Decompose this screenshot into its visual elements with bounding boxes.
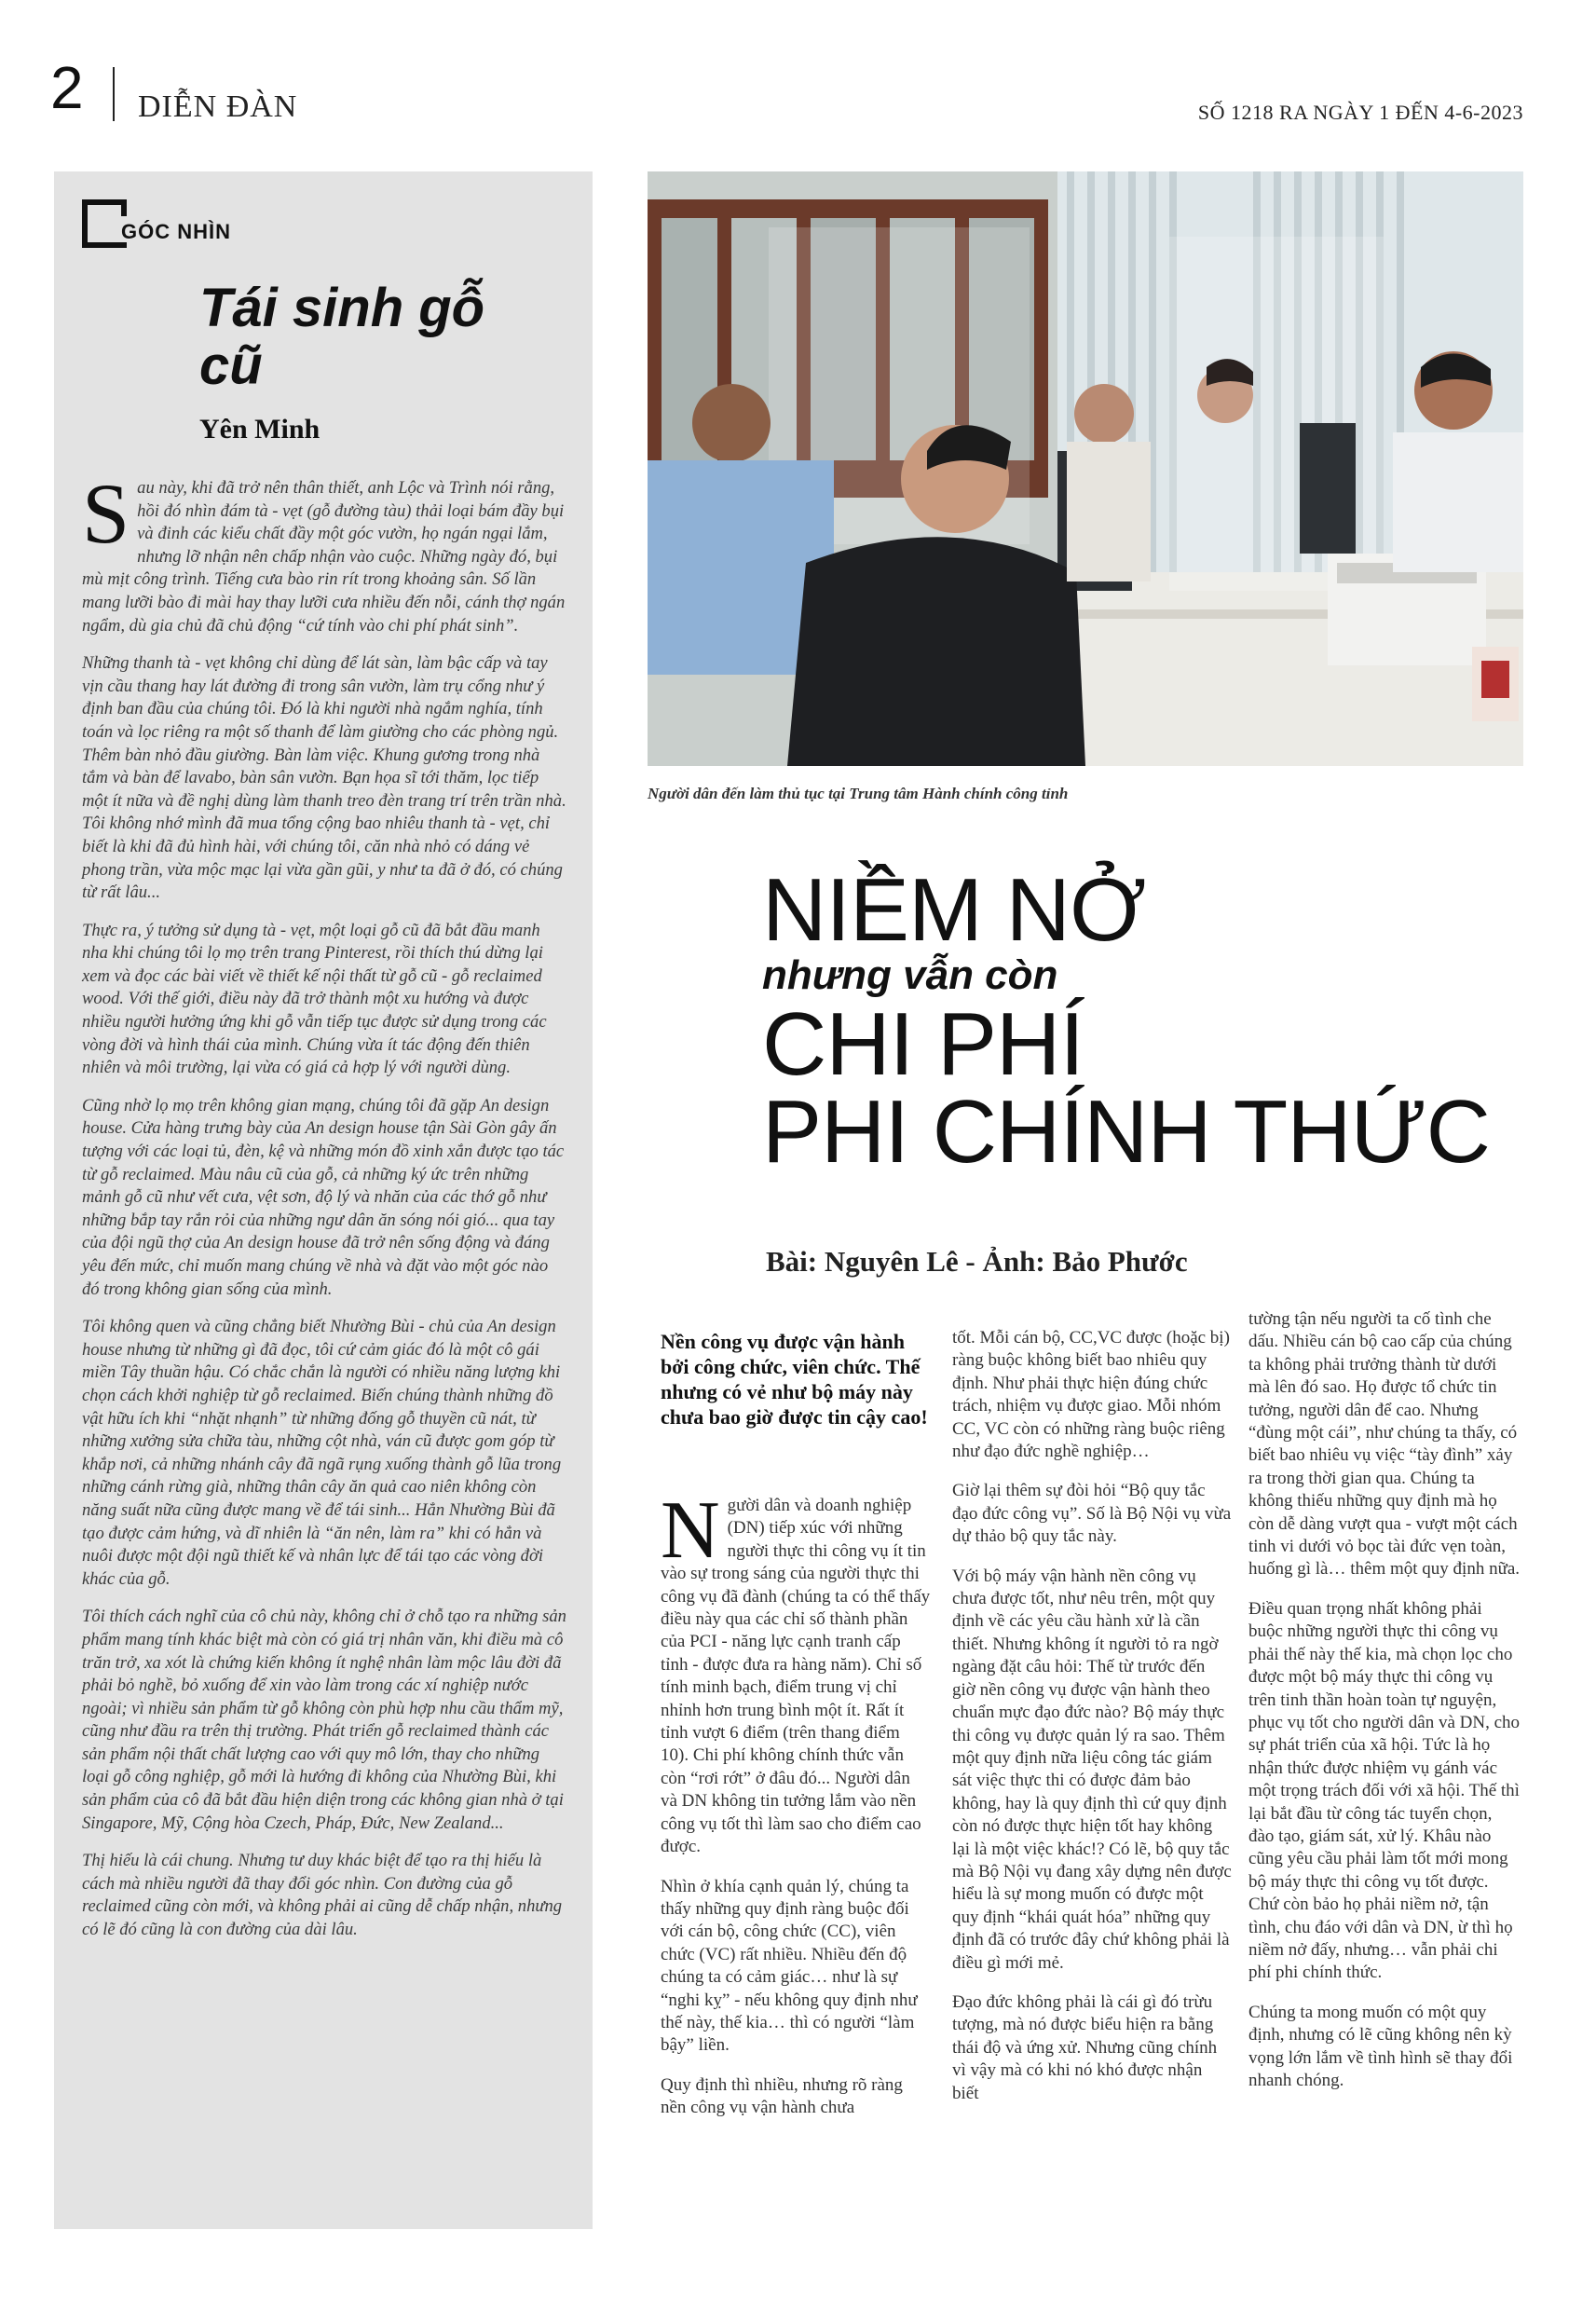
- sidebar-paragraph: Cũng nhờ lọ mọ trên không gian mạng, chúng tôi đã gặp An design house. Cửa hàng trưng bày của An design house tận Sài Gòn gây ấn tượng với các loại tủ, đèn, kệ và những món đồ xinh xắn được tạo tác từ gỗ reclaimed. Màu nâu cũ của gỗ, cả những ký ức trên những mảnh gỗ cũ như vết cưa, vệt sơn, độ lý và nhăn của các thớ gỗ như những bắp tay rắn rỏi của những ngư dân ăn sóng nói gió... qua tay của đội ngũ thợ của An design house đã trở nên sống động và đáng yêu đến mức, chỉ muốn mang chúng về nhà và đặt vào một góc nào đó trong không gian sống của mình.: [82, 1095, 565, 1299]
- article-column-3: [1248, 1308, 1521, 2109]
- sidebar-author: Yên Minh: [199, 414, 321, 445]
- article-paragraph: Đạo đức không phải là cái gì đó trừu tượng, mà nó được biểu hiện ra bằng thái độ và ứng xử. Nhưng cũng chính vì vậy mà có khi nó khó được nhận biết: [952, 1991, 1218, 2103]
- sidebar-paragraph: Thực ra, ý tưởng sử dụng tà - vẹt, một loại gỗ cũ đã bắt đầu manh nha khi chúng tôi lọ mọ trên trang Pinterest, rồi thích thú dừng lại xem và đọc các bài viết về thiết kế nội thất từ gỗ cũ - gỗ reclaimed wood. Với thế giới, điều này đã trở thành một xu hướng và được nhiều người hưởng ứng khi gỗ vẫn tiếp tục được sử dụng trong các vòng đời và hình thái của mình. Chúng vừa ít tác động đến thiên nhiên và môi trường, lại vừa có giá cả hợp lý với người dùng.: [82, 920, 547, 1078]
- page-number: 2: [50, 54, 84, 121]
- issue-info: SỐ 1218 RA NGÀY 1 ĐẾN 4-6-2023: [1197, 101, 1523, 124]
- article-first-text: gười dân và doanh nghiệp (DN) tiếp xúc với những người thực thi công vụ ít tin vào sự trong sáng của người thực thi công vụ đã đành (chúng ta có thể thấy điều này qua các chỉ số thành phần của PCI - năng lực cạnh tranh cấp tỉnh - được đưa ra hàng năm). Chỉ số tính minh bạch, điểm trung vị chỉ nhỉnh hơn trung bình một ít. Rất ít tỉnh vượt 6 điểm (trên thang điểm 10). Chi phí không chính thức vẫn còn “rơi rớt” ở đâu đó... Người dân và DN không tin tưởng lắm vào nền công vụ tốt thì làm sao cho điểm cao được.: [661, 1496, 931, 1857]
- headline-line-1: NIỀM NỞ: [762, 860, 1146, 960]
- article-paragraph: tường tận nếu người ta cố tình che dấu. Nhiều cán bộ cao cấp của chúng ta không phải trưởng thành từ dưới mà lên đó sao. Họ được tổ chức tin tưởng, người dân để cao. Nhưng “đùng một cái”, như chúng ta thấy, có biết bao nhiêu vụ việc “tày đình” xảy ra trong thời gian qua. Chúng ta không thiếu những quy định mà họ còn dễ dàng vượt qua - vượt một cách tinh vi dưới vỏ bọc tài đức vẹn toàn, huống gì là… thêm một quy định nữa.: [1248, 1309, 1521, 1580]
- sidebar-paragraph: Tôi thích cách nghĩ của cô chủ này, không chỉ ở chỗ tạo ra những sản phẩm mang tính khác biệt mà còn có giá trị nhân văn, khi điều mà cô trăn trở, xa xót là chứng kiến không ít nghệ nhân làm mộc lâu đời đã phải bỏ nghề, bỏ xuống để xin vào làm trong các xí nghiệp nước ngoài; vì nhiều sản phẩm từ gỗ không còn phù hợp nhu cầu thẩm mỹ, cũng như đầu ra trên thị trường. Phát triển gỗ reclaimed thành các sản phẩm nội thất chất lượng cao với quy mô lớn, thay cho những loại gỗ công nghiệp, gỗ mới là hướng đi không của Nhường Bùi, khi sản phẩm của cô đã bắt đầu hiện diện trong các không gian nhà ở tại Singapore, Mỹ, Cộng hòa Czech, Pháp, Đức, New Zealand...: [82, 1607, 566, 1833]
- office-scene-image: [648, 171, 1523, 766]
- article-column-1: [661, 1329, 931, 2137]
- article-paragraph: tốt. Mỗi cán bộ, CC,VC được (hoặc bị) ràng buộc không biết bao nhiêu quy định. Như phải thực hiện đúng chức trách, nhiệm vụ được giao. Mỗi nhóm CC, VC còn có những ràng buộc riêng như đạo đức nghề nghiệp…: [952, 1328, 1230, 1462]
- corner-bracket-icon: [82, 199, 127, 248]
- sidebar-paragraph: [82, 466, 568, 637]
- sidebar-body: [82, 466, 568, 1957]
- article-paragraph: Điều quan trọng nhất không phải buộc những người thực thi công vụ phải thế này thế kia, mà chọn lọc cho được một bộ máy thực thi công vụ trên tinh thần hoàn toàn tự nguyện, phục vụ tốt cho người dân và DN, cho sự phát triển của xã hội. Tức là họ nhận thức được nhiệm vụ gánh vác một trọng trách đối với xã hội. Thế thì lại bắt đầu từ công tác tuyển chọn, đào tạo, giám sát, xử lý. Khâu nào cũng yêu cầu phải làm tốt mới mong bộ máy thực thi công vụ tốt được. Chứ còn bảo họ phải niềm nở, tận tình, chu đáo với dân và DN, ừ thì họ niềm nở đấy, nhưng… vẫn phải chi phí phi chính thức.: [1248, 1598, 1521, 1983]
- article-paragraph: Chúng ta mong muốn có một quy định, nhưng có lẽ cũng không nên kỳ vọng lớn lắm về tình hình sẽ thay đổi nhanh chóng.: [1248, 2002, 1513, 2090]
- article-paragraph: Giờ lại thêm sự đòi hỏi “Bộ quy tắc đạo đức công vụ”. Số là Bộ Nội vụ vừa dự thảo bộ quy tắc này.: [952, 1481, 1232, 1547]
- sidebar-paragraph: Những thanh tà - vẹt không chỉ dùng để lát sàn, làm bậc cấp và tay vịn cầu thang hay lát đường đi trong sân vườn, làm trụ cổng như ý định ban đầu của chúng tôi. Đó là khi người nhà ngắm nghía, tính toán và lọc riêng ra một số thanh để làm giường cho các phòng ngủ. Thêm bàn nhỏ đầu giường. Bàn làm việc. Khung gương trong nhà tắm và bàn để lavabo, bàn sân vườn. Bạn họa sĩ tới thăm, lọc tiếp một ít nữa và đề nghị dùng làm thanh treo đèn trang trí trên trần nhà. Tôi không nhớ mình đã mua tổng cộng bao nhiêu thanh tà - vẹt, chỉ biết là khi đã đủ hình hài, với chúng tôi, căn nhà nhỏ có dáng vẻ phong trần, vừa mộc mạc lại vừa gần gũi, y như ta đã ở đó, có chúng từ rất lâu...: [82, 653, 566, 903]
- sidebar-paragraph: Thị hiếu là cái chung. Nhưng tư duy khác biệt để tạo ra thị hiếu là cách mà nhiều người đã thay đổi góc nhìn. Con đường của gỗ reclaimed cũng còn mới, và không phải ai cũng dễ chấp nhận, nhưng có lẽ đó cũng là con đường của dài lâu.: [82, 1851, 563, 1940]
- sidebar-dropcap: S: [82, 466, 130, 561]
- headline-line-4: PHI CHÍNH THỨC: [762, 1082, 1490, 1182]
- sidebar-title: Tái sinh gỗ cũ: [199, 278, 485, 396]
- section-name: DIỄN ĐÀN: [138, 89, 298, 124]
- article-headline: [762, 860, 1526, 1182]
- sidebar-paragraph: Tôi không quen và cũng chẳng biết Nhường Bùi - chủ của An design house nhưng từ những gì đã đọc, tôi cứ cảm giác đó là một cô gái miền Tây thuần hậu. Có chắc chắn là người có nhiều năng lượng khi chọn cách khởi nghiệp từ gỗ reclaimed. Biến chúng thành những đồ vật hữu ích khi “nhặt nhạnh” từ những đống gỗ thuyền cũ nát, từ những xưởng sửa chữa tàu, những cột nhà, ván cũ được gom góp từ khắp nơi, cả những nhánh cây đã ngã rụng xuống thành gỗ lũa trong những cánh rừng già, những thân cây ăn quả cao niên không còn năng suất nữa cũng được mang về để tái sinh... Hẳn Nhường Bùi đã tạo được cảm hứng, và dĩ nhiên là “ăn nên, làm ra” khi có hẳn và nuôi được một đội ngũ thiết kế và nhân lực để tái tạo các vòng đời khác của gỗ.: [82, 1317, 562, 1589]
- article-photo: [648, 171, 1523, 766]
- headline-line-2: nhưng vẫn còn: [762, 952, 1058, 998]
- article-column-2: [952, 1327, 1232, 2122]
- article-byline: Bài: Nguyên Lê - Ảnh: Bảo Phước: [766, 1245, 1188, 1278]
- article-paragraph: Nhìn ở khía cạnh quản lý, chúng ta thấy những quy định ràng buộc đối với cán bộ, công chức (CC), viên chức (VC) rất nhiều. Nhiều đến độ chúng ta có cảm giác… như là sự “nghi kỵ” - nếu không quy định như thế này, thế kia… thì có người “làm bậy” liền.: [661, 1876, 918, 2056]
- article-paragraph: [661, 1485, 931, 1859]
- article-dropcap: N: [661, 1485, 720, 1576]
- sidebar-first-text: au này, khi đã trở nên thân thiết, anh Lộc và Trình nói rằng, hồi đó nhìn đám tà - vẹt (gỗ đường tàu) thải loại bám đầy bụi và đinh các kiểu chất đầy một góc vườn, họ ngán ngại lắm, nhưng lỡ nhận nên chấp nhận vào cuộc. Những ngày đó, bụi mù mịt công trình. Tiếng cưa bào rin rít trong khoảng sân. Số lần mang lưỡi bào đi mài hay thay lưỡi cưa nhiều đến nỗi, cánh thợ ngán ngẩm, dù gia chủ đã chủ động “cứ tính vào chi phí phát sinh”.: [82, 478, 566, 636]
- headline-line-3: CHI PHÍ: [762, 994, 1084, 1094]
- article-lead: Nền công vụ được vận hành bởi công chức, viên chức. Thế nhưng có vẻ như bộ máy này chưa bao giờ được tin cậy cao!: [661, 1330, 928, 1429]
- photo-caption: Người dân đến làm thủ tục tại Trung tâm Hành chính công tỉnh: [648, 785, 1069, 802]
- header-divider: [113, 67, 115, 121]
- sidebar-label: GÓC NHÌN: [121, 220, 231, 243]
- article-paragraph: Với bộ máy vận hành nền công vụ chưa được tốt, như nêu trên, một quy định về các yêu cầu hành xử là cần thiết. Nhưng không ít người tỏ ra ngờ ngàng đặt câu hỏi: Thế từ trước đến giờ nền công vụ được vận hành theo chuẩn mực đạo đức nào? Bộ máy thực thi công vụ được quản lý ra sao. Thêm một quy định nữa liệu công tác giám sát việc thực thi có được đảm bảo không, hay là quy định thì cứ quy định còn nó được thực hiện tốt hay không lại là một việc khác!? Có lẽ, bộ quy tắc mà Bộ Nội vụ đang xây dựng nên được hiểu là sự mong muốn có được một quy định “khái quát hóa” những quy định đã có trước đây chứ không phải là điều gì mới mẻ.: [952, 1566, 1232, 1973]
- article-paragraph: Quy định thì nhiều, nhưng rõ ràng nền công vụ vận hành chưa: [661, 2074, 903, 2118]
